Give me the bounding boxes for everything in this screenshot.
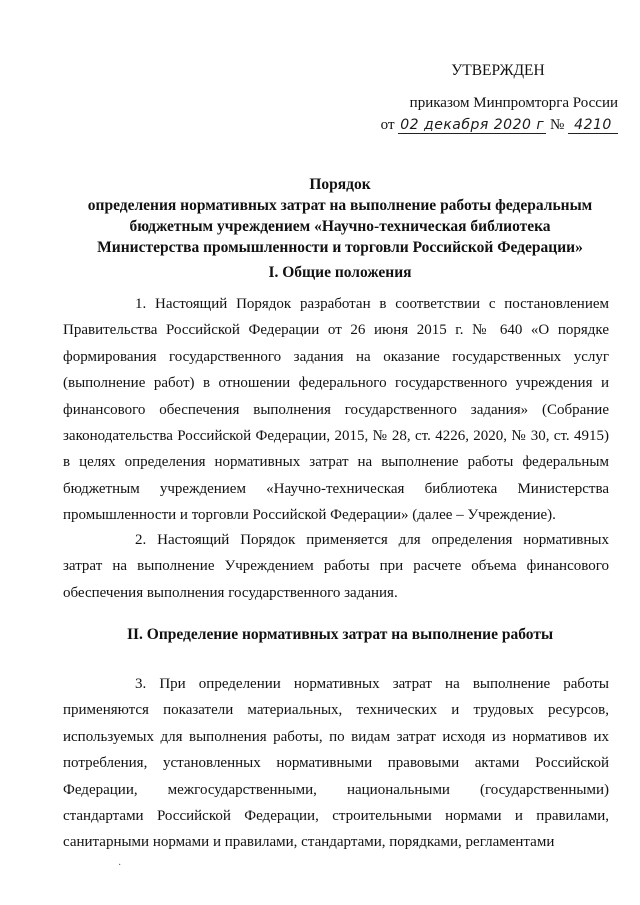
paragraph-2-number: 2. — [135, 532, 147, 548]
paragraph-2 — [63, 527, 609, 606]
section-1-heading: I. Общие положения — [268, 264, 412, 281]
approval-title: УТВЕРЖДЕН — [451, 62, 545, 79]
approval-order-line: приказом Минпромторга России — [409, 95, 618, 111]
section-2-heading: II. Определение нормативных затрат на выполнение работы — [126, 626, 554, 643]
paragraph-1-text: Настоящий Порядок разработан в соответствии с постановлением Правительства Российской Федерации от 26 июня 2015 г. № 640 «О порядке формирования государственного задания на оказание государственных услуг (выполнение работ) в отношении федерального государственного учреждения и финансового обеспечения выполнения государственного задания» (Собрание законодательства Российской Федерации, 2015, № 28, ст. 4226, 2020, № 30, ст. 4915) в целях определения нормативных затрат на выполнение работы федеральным бюджетным учреждением «Научно-техническая библиотека Министерства промышленности и торговли Российской Федерации» (далее – Учреждение). — [63, 296, 609, 524]
approval-stamp — [378, 62, 618, 136]
handwritten-date: 02 декабря 2020 г — [400, 117, 545, 133]
paragraph-3 — [63, 671, 609, 856]
scan-dot-mark: · — [118, 860, 122, 871]
approval-date-number-row — [378, 114, 618, 136]
title-line-3: бюджетным учреждением «Научно-техническая библиотека — [129, 218, 551, 235]
paragraph-1 — [63, 291, 609, 529]
paragraph-1-number: 1. — [135, 296, 147, 312]
paragraph-3-text: При определении нормативных затрат на выполнение работы применяются показатели материальных, технических и трудовых ресурсов, используемых для выполнения работы, по видам затрат исходя из нормативов их потребления, установленных нормативными правовыми актами Российской Федерации, межгосударственными, национальными (государственными) стандартами Российской Федерации, строительными нормами и правилами, санитарными нормами и правилами, стандартами, порядками, регламентами — [63, 676, 609, 851]
paragraph-2-text: Настоящий Порядок применяется для определения нормативных затрат на выполнение Учреждением работы при расчете объема финансового обеспечения выполнения государственного задания. — [63, 532, 609, 601]
title-line-1: Порядок — [309, 176, 371, 193]
from-label: от — [380, 117, 395, 133]
number-label: № — [549, 117, 565, 133]
title-line-2: определения нормативных затрат на выполнение работы федеральным — [87, 197, 593, 214]
paragraph-3-number: 3. — [135, 676, 147, 692]
title-line-4: Министерства промышленности и торговли Российской Федерации» — [97, 239, 583, 256]
document-title — [70, 174, 610, 258]
handwritten-number: 4210 — [568, 117, 618, 134]
